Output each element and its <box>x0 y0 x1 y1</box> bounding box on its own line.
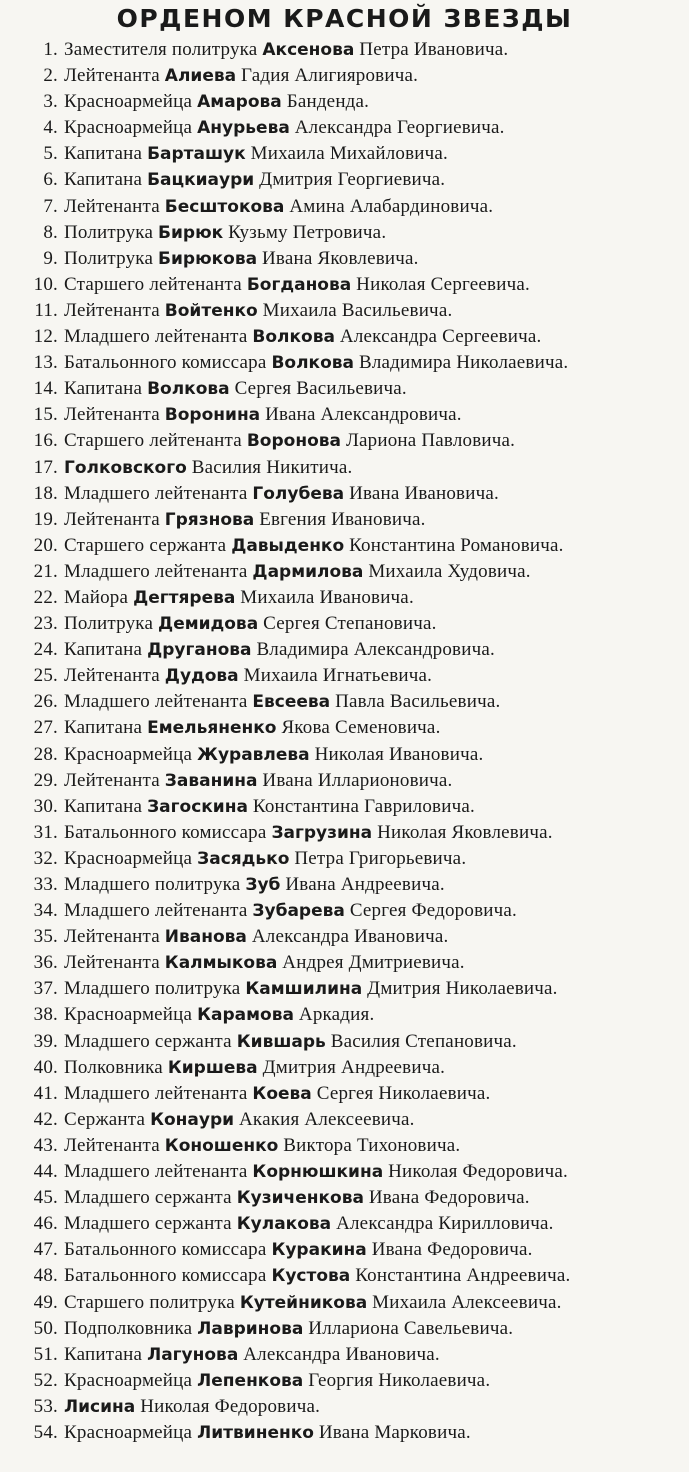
entry-rank: Младшего сержанта <box>64 1187 232 1209</box>
list-item <box>0 1081 689 1107</box>
entry-number: 41. <box>33 1082 58 1104</box>
entry-number: 18. <box>33 482 58 504</box>
entry-number: 28. <box>33 743 58 765</box>
entry-rank: Красноармейца <box>64 743 193 765</box>
section-heading: ОРДЕНОМ КРАСНОЙ ЗВЕЗДЫ <box>116 4 573 33</box>
entry-rank: Лейтенанта <box>64 769 160 791</box>
entry-number: 24. <box>33 639 58 661</box>
entry-rank: Младшего политрука <box>64 874 241 895</box>
entry-surname: Амарова <box>197 92 282 113</box>
entry-number: 33. <box>33 874 58 895</box>
entry-number: 49. <box>33 1291 58 1313</box>
entry-surname: Бирюк <box>158 222 224 243</box>
entry-rank: Политрука <box>64 221 154 243</box>
entry-given-names: Михаила Васильевича. <box>262 299 453 321</box>
list-item <box>0 37 689 63</box>
entry-rank: Политрука <box>64 613 154 635</box>
list-item <box>0 872 689 898</box>
list-item <box>0 272 689 298</box>
entry-surname: Аксенова <box>262 40 355 60</box>
entry-surname: Воронова <box>246 431 341 452</box>
entry-number: 8. <box>43 221 58 243</box>
entry-rank: Подполковника <box>64 1317 193 1339</box>
entry-given-names: Николая Яковлевича. <box>377 821 553 843</box>
entry-rank: Лейтенанта <box>64 404 160 426</box>
entry-rank: Младшего лейтенанта <box>64 900 248 922</box>
entry-rank: Капитана <box>64 639 143 661</box>
entry-rank: Лейтенанта <box>64 926 160 948</box>
entry-given-names: Ивана Ивановича. <box>349 482 499 504</box>
entry-number: 26. <box>33 691 58 713</box>
entry-given-names: Константина Гавриловича. <box>252 795 475 817</box>
entry-given-names: Александра Ивановича. <box>251 926 449 948</box>
entry-surname: Дудова <box>164 666 239 687</box>
entry-number: 39. <box>33 1030 58 1052</box>
entry-number: 21. <box>33 560 58 582</box>
entry-rank: Младшего лейтенанта <box>64 326 248 348</box>
entry-rank: Лейтенанта <box>64 299 160 321</box>
entry-surname: Лавриновa <box>197 1318 304 1339</box>
list-item <box>0 402 689 428</box>
entry-number: 29. <box>33 769 58 791</box>
entry-number: 47. <box>33 1239 58 1261</box>
list-item <box>0 481 689 507</box>
list-item <box>0 1342 689 1368</box>
entry-given-names: Дмитрия Николаевича. <box>367 978 558 1000</box>
entry-given-names: Аркадия. <box>298 1004 375 1026</box>
entry-given-names: Ивана Александровича. <box>265 404 462 426</box>
list-item <box>0 1002 689 1028</box>
entry-surname: Емельяненко <box>147 718 277 739</box>
entry-given-names: Николая Сергеевича. <box>356 273 530 295</box>
entry-surname: Демидова <box>158 614 259 635</box>
entry-surname: Куракина <box>271 1240 367 1261</box>
entry-given-names: Ивана Андреевича. <box>285 874 445 895</box>
entry-number: 6. <box>43 169 58 191</box>
entry-given-names: Евгения Ивановича. <box>259 508 426 530</box>
entry-given-names: Кузьму Петровича. <box>228 221 387 243</box>
entry-surname: Воронина <box>164 405 261 426</box>
entry-number: 17. <box>33 456 58 478</box>
entry-given-names: Дмитрия Георгиевича. <box>259 169 446 191</box>
entry-number: 35. <box>33 926 58 948</box>
entry-rank: Капитана <box>64 169 143 191</box>
entry-given-names: Михаила Игнатьевича. <box>243 665 433 687</box>
entry-given-names: Ивана Марковича. <box>318 1421 471 1443</box>
entry-number: 31. <box>33 821 58 843</box>
entry-given-names: Акакия Алексеевича. <box>239 1108 415 1130</box>
list-item <box>0 376 689 402</box>
list-item <box>0 559 689 585</box>
list-item <box>0 794 689 820</box>
list-item <box>0 846 689 872</box>
entry-number: 1. <box>43 39 58 60</box>
entry-surname: Богданова <box>246 274 352 295</box>
entry-number: 4. <box>43 117 58 139</box>
entry-number: 7. <box>43 195 58 217</box>
entry-number: 45. <box>33 1187 58 1209</box>
entry-surname: Загоскина <box>147 796 248 817</box>
entry-surname: Коношенко <box>164 1135 279 1156</box>
entry-surname: Заванина <box>164 770 258 791</box>
entry-given-names: Сергея Степановича. <box>263 613 437 635</box>
entry-rank: Лейтенанта <box>64 665 160 687</box>
entry-given-names: Виктора Тихоновича. <box>283 1134 461 1156</box>
entry-given-names: Павла Васильевича. <box>335 691 501 713</box>
entry-given-names: Ивана Илларионовича. <box>262 769 453 791</box>
entry-rank: Старшего политрука <box>64 1291 235 1313</box>
list-item <box>0 1055 689 1081</box>
list-item <box>0 246 689 272</box>
entry-surname: Кившарь <box>236 1031 326 1052</box>
entry-given-names: Владимира Николаевича. <box>358 352 569 374</box>
list-item <box>0 950 689 976</box>
entry-surname: Кустова <box>271 1266 351 1287</box>
entry-number: 12. <box>33 326 58 348</box>
entry-number: 48. <box>33 1265 58 1287</box>
entry-number: 50. <box>33 1317 58 1339</box>
entry-surname: Голубева <box>252 483 345 504</box>
list-item <box>0 167 689 193</box>
entry-surname: Конаури <box>150 1109 235 1130</box>
entry-surname: Лагунова <box>147 1344 239 1365</box>
entry-surname: Войтенко <box>164 300 258 321</box>
entry-given-names: Андрея Дмитриевича. <box>282 952 465 974</box>
entry-surname: Засядько <box>197 848 290 869</box>
entry-given-names: Петра Ивановича. <box>359 39 509 60</box>
entry-rank: Батальонного комиссара <box>64 821 267 843</box>
entry-number: 14. <box>33 378 58 400</box>
entry-rank: Красноармейца <box>64 1421 193 1443</box>
entry-rank: Младшего лейтенанта <box>64 560 248 582</box>
entry-rank: Батальонного комиссара <box>64 1265 267 1287</box>
entry-rank: Лейтенанта <box>64 1134 160 1156</box>
entry-rank: Младшего лейтенанта <box>64 691 248 713</box>
list-item <box>0 194 689 220</box>
list-item <box>0 507 689 533</box>
list-item <box>0 455 689 481</box>
entry-number: 43. <box>33 1134 58 1156</box>
entry-rank: Младшего лейтенанта <box>64 1082 248 1104</box>
entry-rank: Старшего сержанта <box>64 534 227 556</box>
entry-surname: Корнюшкина <box>252 1162 384 1183</box>
entry-number: 44. <box>33 1161 58 1183</box>
entry-number: 22. <box>33 586 58 608</box>
entry-number: 11. <box>34 299 58 321</box>
entry-given-names: Константина Андреевича. <box>355 1265 571 1287</box>
entry-given-names: Гадия Алигияровича. <box>241 65 419 87</box>
entry-surname: Лепенкова <box>197 1370 304 1391</box>
entry-surname: Карамова <box>197 1005 294 1026</box>
list-item <box>0 533 689 559</box>
entry-surname: Бесштокова <box>164 196 285 217</box>
entry-rank: Сержанта <box>64 1108 146 1130</box>
entry-surname: Иванова <box>164 927 247 948</box>
entry-number: 10. <box>33 273 58 295</box>
list-item <box>0 298 689 324</box>
award-list <box>0 37 689 1446</box>
list-item <box>0 141 689 167</box>
entry-number: 40. <box>33 1056 58 1078</box>
entry-surname: Кузиченкова <box>236 1188 364 1209</box>
entry-rank: Красноармейца <box>64 91 193 113</box>
entry-number: 3. <box>43 91 58 113</box>
entry-surname: Бирюкова <box>158 248 258 269</box>
entry-given-names: Дмитрия Андреевича. <box>262 1056 446 1078</box>
entry-rank: Майора <box>64 586 129 608</box>
list-item <box>0 428 689 454</box>
entry-surname: Коева <box>252 1083 312 1104</box>
entry-number: 46. <box>33 1213 58 1235</box>
list-item <box>0 924 689 950</box>
entry-rank: Капитана <box>64 143 143 165</box>
list-item <box>0 324 689 350</box>
entry-surname: Волкова <box>252 327 335 348</box>
entry-number: 54. <box>33 1421 58 1443</box>
entry-given-names: Ивана Яковлевича. <box>262 247 419 269</box>
entry-given-names: Александра Сергеевича. <box>339 326 542 348</box>
entry-surname: Барташук <box>147 144 246 165</box>
entry-given-names: Александра Георгиевича. <box>294 117 505 139</box>
entry-given-names: Александра Кирилловича. <box>336 1213 554 1235</box>
entry-given-names: Петра Григорьевича. <box>294 847 467 869</box>
entry-number: 37. <box>33 978 58 1000</box>
entry-number: 23. <box>33 613 58 635</box>
entry-surname: Кулакова <box>236 1214 332 1235</box>
list-item <box>0 1420 689 1446</box>
entry-surname: Евсеева <box>252 692 331 713</box>
entry-rank: Красноармейца <box>64 117 193 139</box>
entry-given-names: Константина Романовича. <box>349 534 564 556</box>
entry-surname: Загрузина <box>271 822 373 843</box>
entry-rank: Лейтенанта <box>64 508 160 530</box>
list-item <box>0 689 689 715</box>
entry-number: 32. <box>33 847 58 869</box>
list-item <box>0 89 689 115</box>
entry-rank: Красноармейца <box>64 1369 193 1391</box>
list-item <box>0 1394 689 1420</box>
entry-number: 13. <box>33 352 58 374</box>
entry-rank: Политрука <box>64 247 154 269</box>
entry-surname: Дармилова <box>252 561 364 582</box>
entry-given-names: Сергея Николаевича. <box>316 1082 491 1104</box>
entry-number: 20. <box>33 534 58 556</box>
entry-number: 38. <box>33 1004 58 1026</box>
entry-surname: Голковского <box>64 457 187 478</box>
entry-rank: Капитана <box>64 1343 143 1365</box>
entry-surname: Грязнова <box>164 509 255 530</box>
entry-rank: Младшего сержанта <box>64 1030 232 1052</box>
entry-rank: Красноармейца <box>64 1004 193 1026</box>
entry-number: 27. <box>33 717 58 739</box>
entry-number: 34. <box>33 900 58 922</box>
list-item <box>0 220 689 246</box>
entry-surname: Волкова <box>147 379 230 400</box>
entry-surname: Бацкиаури <box>147 170 255 191</box>
entry-given-names: Василия Никитича. <box>191 456 353 478</box>
list-item <box>0 663 689 689</box>
entry-rank: Батальонного комиссара <box>64 1239 267 1261</box>
entry-number: 25. <box>33 665 58 687</box>
list-item <box>0 1290 689 1316</box>
entry-number: 9. <box>43 247 58 269</box>
entry-given-names: Илларионa Савельевича. <box>308 1317 514 1339</box>
entry-surname: Алиева <box>164 66 237 87</box>
entry-rank: Лейтенанта <box>64 65 160 87</box>
entry-given-names: Сергея Федоровича. <box>349 900 517 922</box>
entry-rank: Заместителя политрука <box>64 39 258 60</box>
list-item <box>0 1237 689 1263</box>
entry-rank: Батальонного комиссара <box>64 352 267 374</box>
entry-given-names: Николая Федоровича. <box>140 1395 321 1417</box>
entry-given-names: Михаила Ивановича. <box>240 586 414 608</box>
entry-given-names: Михаила Худовича. <box>368 560 531 582</box>
entry-given-names: Михаила Михайловича. <box>250 143 448 165</box>
entry-surname: Анурьева <box>197 118 290 139</box>
list-item <box>0 1316 689 1342</box>
entry-surname: Журавлева <box>197 744 310 765</box>
entry-rank: Младшего лейтенанта <box>64 482 248 504</box>
list-item <box>0 63 689 89</box>
entry-surname: Киршева <box>167 1057 258 1078</box>
entry-rank: Старшего лейтенанта <box>64 430 242 452</box>
entry-given-names: Николая Ивановича. <box>314 743 484 765</box>
entry-number: 19. <box>33 508 58 530</box>
entry-number: 51. <box>33 1343 58 1365</box>
list-item <box>0 1029 689 1055</box>
entry-given-names: Георгия Николаевича. <box>308 1369 491 1391</box>
entry-given-names: Николая Федоровича. <box>388 1161 568 1183</box>
list-item <box>0 1107 689 1133</box>
entry-rank: Младшего лейтенанта <box>64 1161 248 1183</box>
entry-number: 36. <box>33 952 58 974</box>
entry-rank: Полковника <box>64 1056 163 1078</box>
entry-surname: Друганова <box>147 640 252 661</box>
entry-surname: Кутейникова <box>239 1292 368 1313</box>
entry-rank: Младшего политрука <box>64 978 241 1000</box>
entry-rank: Старшего лейтенанта <box>64 273 242 295</box>
entry-rank: Лейтенанта <box>64 952 160 974</box>
entry-number: 42. <box>33 1108 58 1130</box>
list-item <box>0 1368 689 1394</box>
entry-number: 5. <box>43 143 58 165</box>
entry-given-names: Якова Семеновича. <box>281 717 441 739</box>
entry-given-names: Ивана Федоровича. <box>368 1187 530 1209</box>
list-item <box>0 1159 689 1185</box>
list-item <box>0 350 689 376</box>
entry-rank: Красноармейца <box>64 847 193 869</box>
entry-number: 16. <box>33 430 58 452</box>
entry-rank: Капитана <box>64 795 143 817</box>
list-item <box>0 115 689 141</box>
entry-rank: Капитана <box>64 717 143 739</box>
entry-given-names: Лариона Павловича. <box>345 430 516 452</box>
entry-surname: Волкова <box>271 353 354 374</box>
list-item <box>0 820 689 846</box>
entry-number: 52. <box>33 1369 58 1391</box>
entry-surname: Литвиненко <box>197 1422 314 1443</box>
list-item <box>0 976 689 1002</box>
entry-given-names: Михаила Алексеевича. <box>372 1291 562 1313</box>
list-item <box>0 1185 689 1211</box>
entry-rank: Лейтенанта <box>64 195 160 217</box>
entry-number: 2. <box>43 65 58 87</box>
list-item <box>0 898 689 924</box>
entry-surname: Зуб <box>245 875 281 895</box>
entry-number: 30. <box>33 795 58 817</box>
list-item <box>0 1263 689 1289</box>
entry-rank: Младшего сержанта <box>64 1213 232 1235</box>
entry-surname: Дегтярева <box>133 587 236 608</box>
entry-number: 53. <box>33 1395 58 1417</box>
entry-given-names: Амина Алабардиновича. <box>289 195 494 217</box>
entry-given-names: Василия Степановича. <box>330 1030 517 1052</box>
list-item <box>0 1211 689 1237</box>
entry-surname: Давыденко <box>231 535 345 556</box>
entry-given-names: Александра Ивановича. <box>243 1343 440 1365</box>
entry-given-names: Владимира Александровича. <box>256 639 495 661</box>
list-item <box>0 637 689 663</box>
entry-surname: Лисина <box>64 1396 136 1417</box>
entry-surname: Камшилина <box>245 979 363 1000</box>
entry-number: 15. <box>33 404 58 426</box>
list-item <box>0 611 689 637</box>
list-item <box>0 585 689 611</box>
list-item <box>0 742 689 768</box>
list-item <box>0 768 689 794</box>
list-item <box>0 1133 689 1159</box>
entry-rank: Капитана <box>64 378 143 400</box>
list-item <box>0 715 689 741</box>
entry-given-names: Сергея Васильевича. <box>234 378 407 400</box>
entry-given-names: Ивана Федоровича. <box>371 1239 533 1261</box>
entry-surname: Зубарева <box>252 901 345 922</box>
entry-given-names: Банденда. <box>286 91 370 113</box>
entry-surname: Калмыкова <box>164 953 278 974</box>
